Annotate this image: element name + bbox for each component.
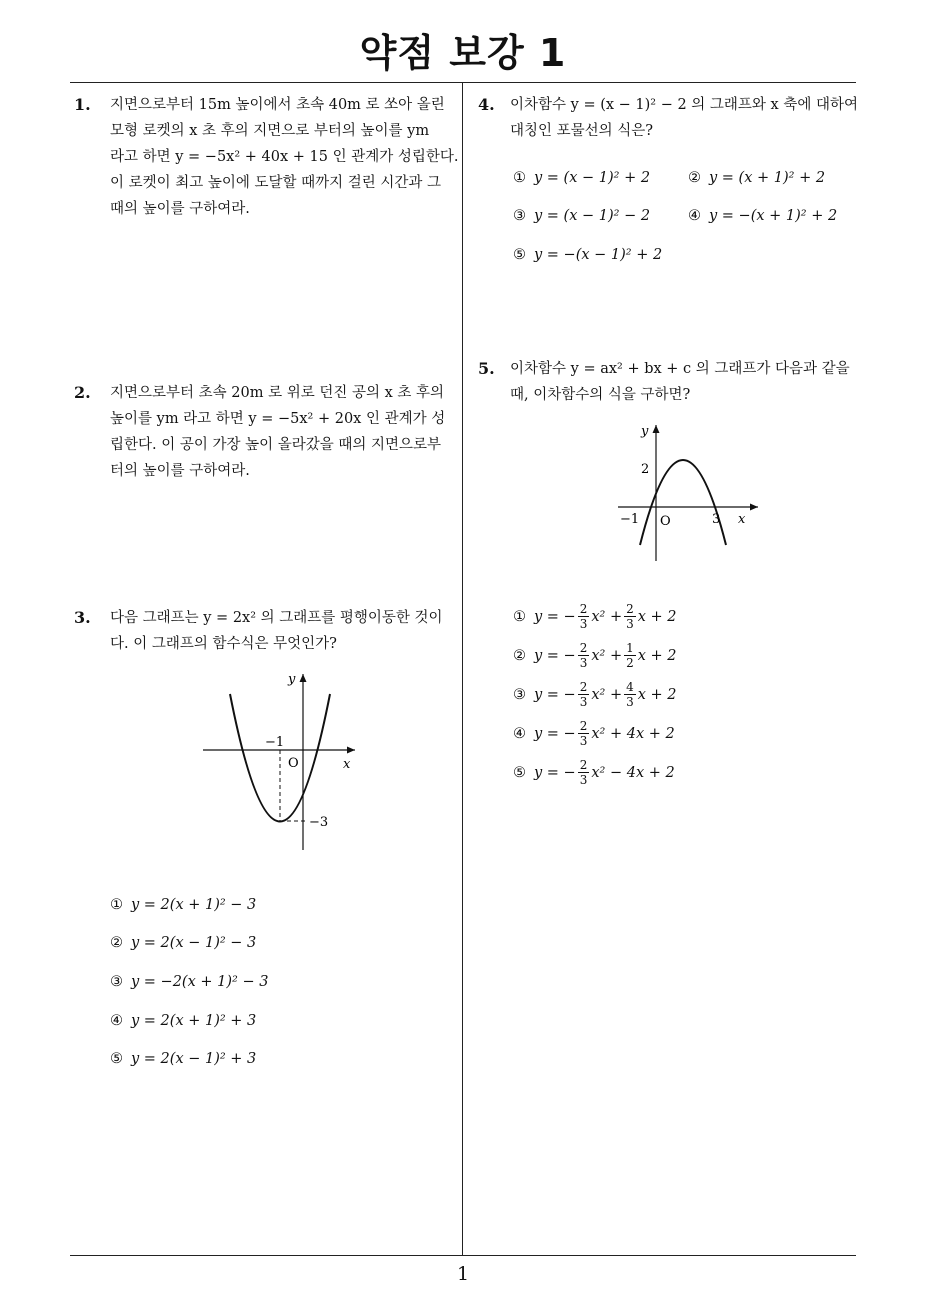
- column-divider: [462, 82, 463, 1256]
- option-text-prefix: y = −: [534, 764, 576, 781]
- page-title: 약점 보강 1: [359, 31, 567, 75]
- y-axis-label: y: [641, 424, 649, 439]
- question-line: 다. 이 그래프의 함수식은 무엇인가?: [110, 636, 337, 652]
- option-text: y = (x − 1)² − 2: [534, 208, 651, 224]
- fraction: [624, 641, 636, 670]
- option-text: y = −(x − 1)² + 2: [534, 247, 663, 263]
- option-text-prefix: y = −: [534, 725, 576, 742]
- question-line: 터의 높이를 구하여라.: [110, 463, 250, 479]
- option-text-suffix: x + 2: [637, 608, 677, 625]
- page-number: 1: [456, 1263, 470, 1285]
- question-line: 지면으로부터 초속 20m 로 위로 던진 공의 x 초 후의: [110, 385, 444, 401]
- option-text-middle: x² − 4x + 2: [591, 764, 675, 781]
- question-text: [110, 605, 443, 657]
- fraction-numerator: 1: [626, 641, 634, 655]
- fraction-denominator: 3: [579, 773, 588, 787]
- y-axis-label: y: [288, 672, 296, 687]
- option-1[interactable]: [513, 170, 650, 186]
- option-text-prefix: y = −: [534, 686, 576, 703]
- option-mark: ③: [513, 208, 526, 224]
- question-line: 지면으로부터 15m 높이에서 초속 40m 로 쏘아 올린: [110, 97, 445, 113]
- fraction: [578, 680, 590, 709]
- fraction-denominator: 3: [579, 734, 588, 748]
- x-axis-label: x: [738, 512, 746, 527]
- option-text: y = (x − 1)² + 2: [534, 170, 651, 186]
- option-1[interactable]: [110, 897, 256, 913]
- fraction-numerator: 2: [579, 602, 588, 616]
- tick-label-y: 2: [641, 462, 650, 477]
- question-number: 2.: [74, 383, 91, 402]
- fraction-denominator: 2: [626, 656, 634, 670]
- option-mark: ③: [513, 686, 526, 703]
- option-3[interactable]: [513, 208, 650, 224]
- option-text-middle: x² +: [591, 647, 623, 664]
- option-mark: ①: [110, 897, 123, 913]
- question-line: 라고 하면 y = −5x² + 40x + 15 인 관계가 성립한다.: [110, 149, 459, 165]
- option-2[interactable]: [688, 170, 825, 186]
- option-text-suffix: x + 2: [637, 686, 677, 703]
- fraction: [624, 602, 636, 631]
- option-4[interactable]: [110, 1013, 256, 1029]
- option-text-middle: x² + 4x + 2: [591, 725, 675, 742]
- question-line: 이차함수 y = (x − 1)² − 2 의 그래프와 x 축에 대하여: [510, 97, 858, 113]
- option-text: y = 2(x + 1)² − 3: [131, 897, 257, 913]
- option-text-suffix: x + 2: [637, 647, 677, 664]
- option-5[interactable]: [513, 758, 675, 787]
- question-number: 3.: [74, 608, 91, 627]
- option-2[interactable]: [110, 935, 256, 951]
- question-line: 때의 높이를 구하여라.: [110, 201, 250, 217]
- fraction: [578, 602, 590, 631]
- option-mark: ③: [110, 974, 123, 990]
- top-rule: [70, 82, 856, 83]
- origin-label: O: [288, 756, 299, 771]
- origin-label: O: [660, 514, 671, 529]
- option-text: y = −(x + 1)² + 2: [709, 208, 838, 224]
- option-3[interactable]: [110, 974, 268, 990]
- fraction: [624, 680, 636, 709]
- option-4[interactable]: [688, 208, 837, 224]
- fraction-numerator: 4: [626, 680, 634, 694]
- bottom-rule: [70, 1255, 856, 1256]
- question-number: 1.: [74, 95, 91, 114]
- option-mark: ①: [513, 608, 526, 625]
- option-mark: ④: [513, 725, 526, 742]
- option-text: y = 2(x − 1)² − 3: [131, 935, 257, 951]
- x-axis-label: x: [343, 757, 351, 772]
- option-2[interactable]: [513, 641, 677, 670]
- option-text-middle: x² +: [591, 608, 623, 625]
- fraction-denominator: 3: [626, 695, 634, 709]
- option-5[interactable]: [513, 247, 662, 263]
- option-mark: ①: [513, 170, 526, 186]
- question-text: [110, 380, 445, 484]
- tick-label-x-negative: −1: [620, 512, 640, 527]
- option-text-middle: x² +: [591, 686, 623, 703]
- question-line: 대칭인 포물선의 식은?: [510, 123, 654, 139]
- tick-label-x-positive: 3: [712, 512, 721, 527]
- question-line: 다음 그래프는 y = 2x² 의 그래프를 평행이동한 것이: [110, 610, 443, 626]
- question-line: 립한다. 이 공이 가장 높이 올라갔을 때의 지면으로부: [110, 437, 442, 453]
- option-text: y = (x + 1)² + 2: [709, 170, 826, 186]
- option-mark: ⑤: [513, 247, 526, 263]
- option-mark: ②: [110, 935, 123, 951]
- question-line: 때, 이차함수의 식을 구하면?: [510, 387, 691, 403]
- tick-label-x: −1: [265, 735, 285, 750]
- question-text: [110, 92, 458, 222]
- question-number: 4.: [478, 95, 495, 114]
- question-line: 모형 로켓의 x 초 후의 지면으로 부터의 높이를 ym: [110, 123, 430, 139]
- option-mark: ②: [688, 170, 701, 186]
- parabola-graph-q3: [195, 664, 365, 854]
- fraction: [578, 641, 590, 670]
- fraction-denominator: 3: [626, 617, 634, 631]
- option-4[interactable]: [513, 719, 675, 748]
- fraction-denominator: 3: [579, 656, 588, 670]
- question-line: 이차함수 y = ax² + bx + c 의 그래프가 다음과 같을: [510, 361, 850, 377]
- option-5[interactable]: [110, 1051, 256, 1067]
- question-text: [510, 92, 858, 144]
- x-axis-arrow: [347, 747, 355, 754]
- fraction-denominator: 3: [579, 617, 588, 631]
- x-axis-arrow: [750, 504, 758, 511]
- fraction-denominator: 3: [579, 695, 588, 709]
- tick-label-y: −3: [309, 815, 329, 830]
- fraction: [578, 758, 590, 787]
- question-number: 5.: [478, 359, 495, 378]
- option-1[interactable]: [513, 602, 677, 631]
- option-text: y = −2(x + 1)² − 3: [131, 974, 269, 990]
- option-text: y = 2(x + 1)² + 3: [131, 1013, 257, 1029]
- option-mark: ④: [688, 208, 701, 224]
- question-text: [510, 356, 850, 408]
- option-mark: ⑤: [110, 1051, 123, 1067]
- question-line: 이 로켓이 최고 높이에 도달할 때까지 걸린 시간과 그: [110, 175, 442, 191]
- option-mark: ⑤: [513, 764, 526, 781]
- parabola-graph-q5: [608, 415, 768, 565]
- fraction-numerator: 2: [579, 680, 588, 694]
- parabola-curve: [640, 460, 726, 545]
- y-axis-arrow: [653, 425, 660, 433]
- fraction-numerator: 2: [626, 602, 634, 616]
- option-text: y = 2(x − 1)² + 3: [131, 1051, 257, 1067]
- option-text-prefix: y = −: [534, 608, 576, 625]
- question-line: 높이를 ym 라고 하면 y = −5x² + 20x 인 관계가 성: [110, 411, 446, 427]
- option-mark: ②: [513, 647, 526, 664]
- option-3[interactable]: [513, 680, 677, 709]
- fraction-numerator: 2: [579, 719, 588, 733]
- option-mark: ④: [110, 1013, 123, 1029]
- y-axis-arrow: [300, 674, 307, 682]
- fraction: [578, 719, 590, 748]
- option-text-prefix: y = −: [534, 647, 576, 664]
- fraction-numerator: 2: [579, 758, 588, 772]
- fraction-numerator: 2: [579, 641, 588, 655]
